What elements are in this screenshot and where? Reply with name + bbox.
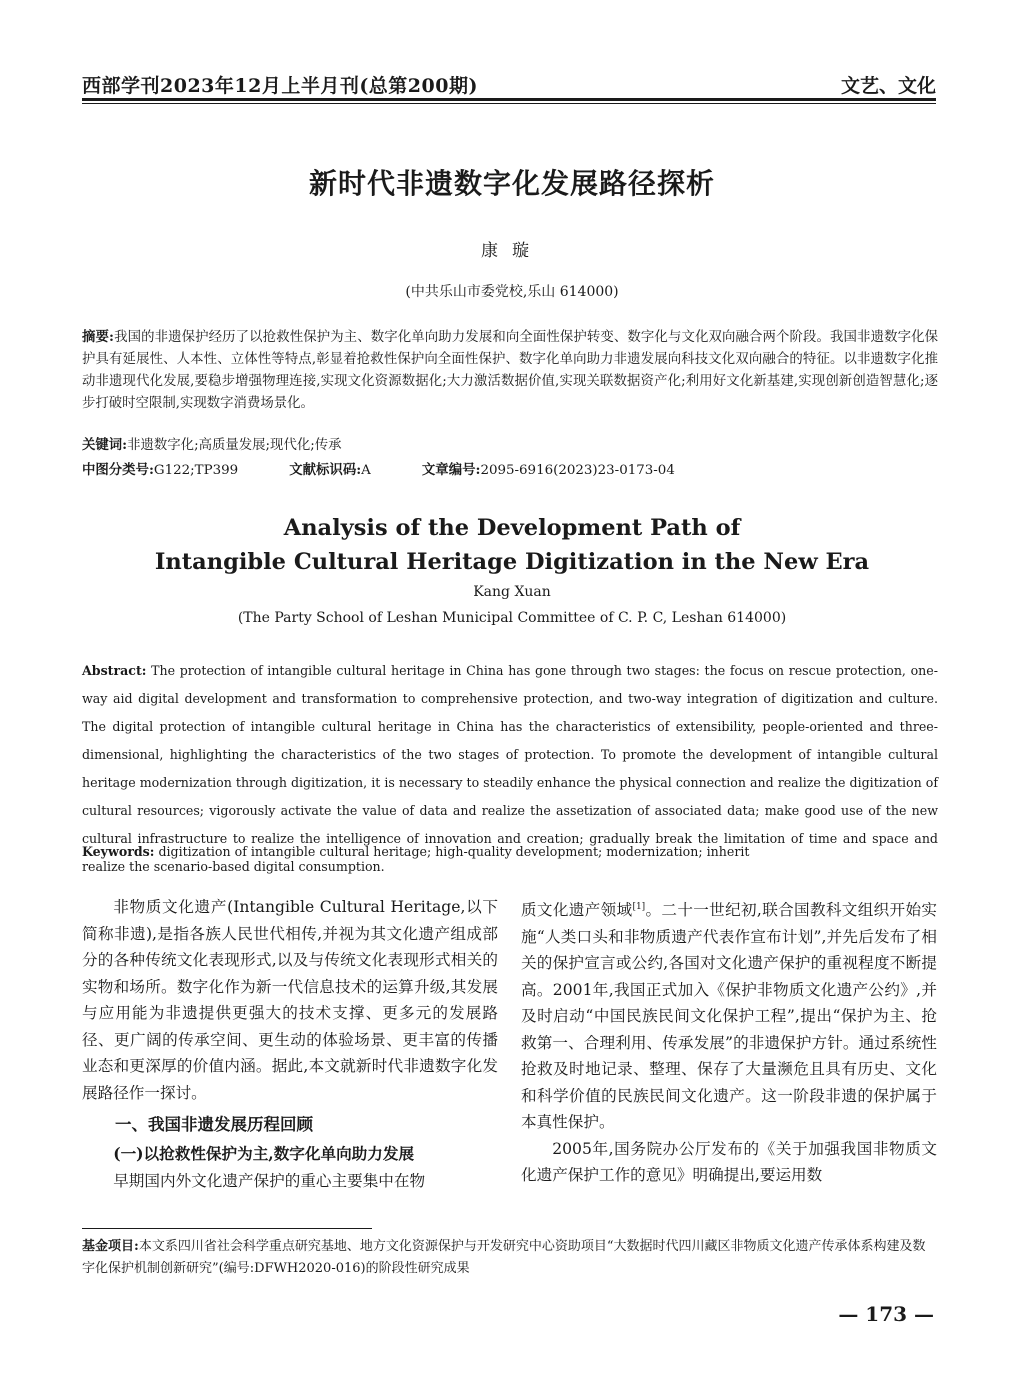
body-paragraph: 早期国内外文化遗产保护的重心主要集中在物: [113, 1172, 426, 1190]
section-label: 文艺、文化: [840, 75, 936, 97]
body-paragraph: 质文化遗产领域[1]。二十一世纪初,联合国教科文组织开始实施“人类口头和非物质遗产代表作宣布计划”,并先后发布了相关的保护宣言或公约,各国对文化遗产保护的重视程度不断提高。2001年,我国正式加入《保护非物质文化遗产公约》,并及时启动“中国民族民间文化保护工程”,提出“保护为主、抢救第一、合理利用、传承发展”的非遗保护方针。通过系统性抢救及时地记录、整理、保存了大量濒危且具有历史、文化和科学价值的民族民间文化遗产。这一阶段非遗的保护属于本真性保护。: [521, 901, 937, 1132]
keywords-zh: [82, 434, 938, 457]
title-en: [0, 511, 1024, 579]
classification-line: [82, 459, 938, 482]
title-en-line1: Analysis of the Development Path of: [283, 515, 741, 541]
abstract-en-label: Abstract:: [82, 663, 147, 678]
journal-header: 西部学刊2023年12月上半月刊(总第200期): [82, 75, 478, 97]
abstract-zh-label: 摘要:: [82, 329, 114, 345]
title-en-line2: Intangible Cultural Heritage Digitization in the New Era: [154, 549, 870, 575]
article-no-label: 文章编号:: [421, 462, 481, 478]
affiliation-en: (The Party School of Leshan Municipal Committee of C. P. C, Leshan 614000): [237, 610, 787, 626]
title-zh: 新时代非遗数字化发展路径探析: [308, 167, 715, 200]
footnote: [82, 1236, 938, 1280]
affiliation-zh: (中共乐山市委党校,乐山 614000): [405, 284, 619, 300]
body-paragraph: 非物质文化遗产(Intangible Cultural Heritage,以下简称非遗),是指各族人民世代相传,并视为其文化遗产组成部分的各种传统文化表现形式,以及与传统文化表现形式相关的实物和场所。数字化作为新一代信息技术的运算升级,其发展与应用能为非遗提供更强大的技术支撑、更多元的发展路径、更广阔的传承空间、更生动的体验场景、更丰富的传播业态和更深厚的价值内涵。据此,本文就新时代非遗数字化发展路径作一探讨。: [82, 898, 498, 1102]
doc-code-value: A: [361, 463, 371, 478]
citation-ref: [1]: [632, 902, 646, 912]
keywords-zh-label: 关键词:: [82, 437, 128, 453]
header-rule-thin: [82, 103, 936, 104]
header-rule: [82, 98, 936, 101]
body-paragraph: 2005年,国务院办公厅发布的《关于加强我国非物质文化遗产保护工作的意见》明确提出,要运用数: [521, 1139, 937, 1185]
body-column-right: [521, 894, 937, 1189]
abstract-en-text: The protection of intangible cultural heritage in China has gone through two stages: the focus on rescue protection, one-way aid digital development and transformation to comprehensive protection, and two-way integration of digitization and culture. The digital protection of intangible cultural heritage in China has the characteristics of extensibility, people-oriented and three-dimensional, highlighting the characteristics of the two stages of protection. To promote the development of intangible cultural heritage modernization through digitization, it is necessary to steadily enhance the physical connection and realize the digitization of cultural resources; vigorously activate the value of data and realize the assetization of associated data; make good use of the new cultural infrastructure to realize the intelligence of innovation and creation; gradually break the limitation of time and space and realize the scenario-based digital consumption.: [82, 663, 938, 874]
footnote-label: 基金项目:: [82, 1239, 139, 1254]
body-column-left: [82, 894, 498, 1195]
article-no-value: 2095-6916(2023)23-0173-04: [480, 463, 675, 478]
author-zh: 康璇: [481, 241, 543, 261]
section-heading: 一、我国非遗发展历程回顾: [115, 1115, 313, 1134]
abstract-zh: [82, 326, 938, 415]
footnote-rule: [82, 1228, 372, 1229]
keywords-en-label: Keywords:: [82, 844, 155, 859]
keywords-en-text: digitization of intangible cultural heritage; high-quality development; modernization; inherit: [158, 844, 750, 859]
clc-value: G122;TP399: [153, 463, 239, 478]
footnote-text: 本文系四川省社会科学重点研究基地、地方文化资源保护与开发研究中心资助项目“大数据时代四川藏区非物质文化遗产传承体系构建及数字化保护机制创新研究”(编号:DFWH2020-016)的阶段性研究成果: [82, 1239, 926, 1276]
doc-code-label: 文献标识码:: [289, 462, 362, 478]
keywords-zh-text: 非遗数字化;高质量发展;现代化;传承: [127, 438, 342, 453]
abstract-zh-text: 我国的非遗保护经历了以抢救性保护为主、数字化单向助力发展和向全面性保护转变、数字化与文化双向融合两个阶段。我国非遗数字化保护具有延展性、人本性、立体性等特点,彰显着抢救性保护向全面性保护、数字化单向助力非遗发展向科技文化双向融合的特征。以非遗数字化推动非遗现代化发展,要稳步增强物理连接,实现文化资源数据化;大力激活数据价值,实现关联数据资产化;利用好文化新基建,实现创新创造智慧化;逐步打破时空限制,实现数字消费场景化。: [82, 330, 938, 411]
keywords-en: [82, 841, 938, 863]
subsection-heading: (一)以抢救性保护为主,数字化单向助力发展: [113, 1144, 415, 1163]
clc-label: 中图分类号:: [82, 462, 154, 478]
page-number: — 173 —: [838, 1302, 934, 1326]
author-en: Kang Xuan: [473, 584, 551, 600]
